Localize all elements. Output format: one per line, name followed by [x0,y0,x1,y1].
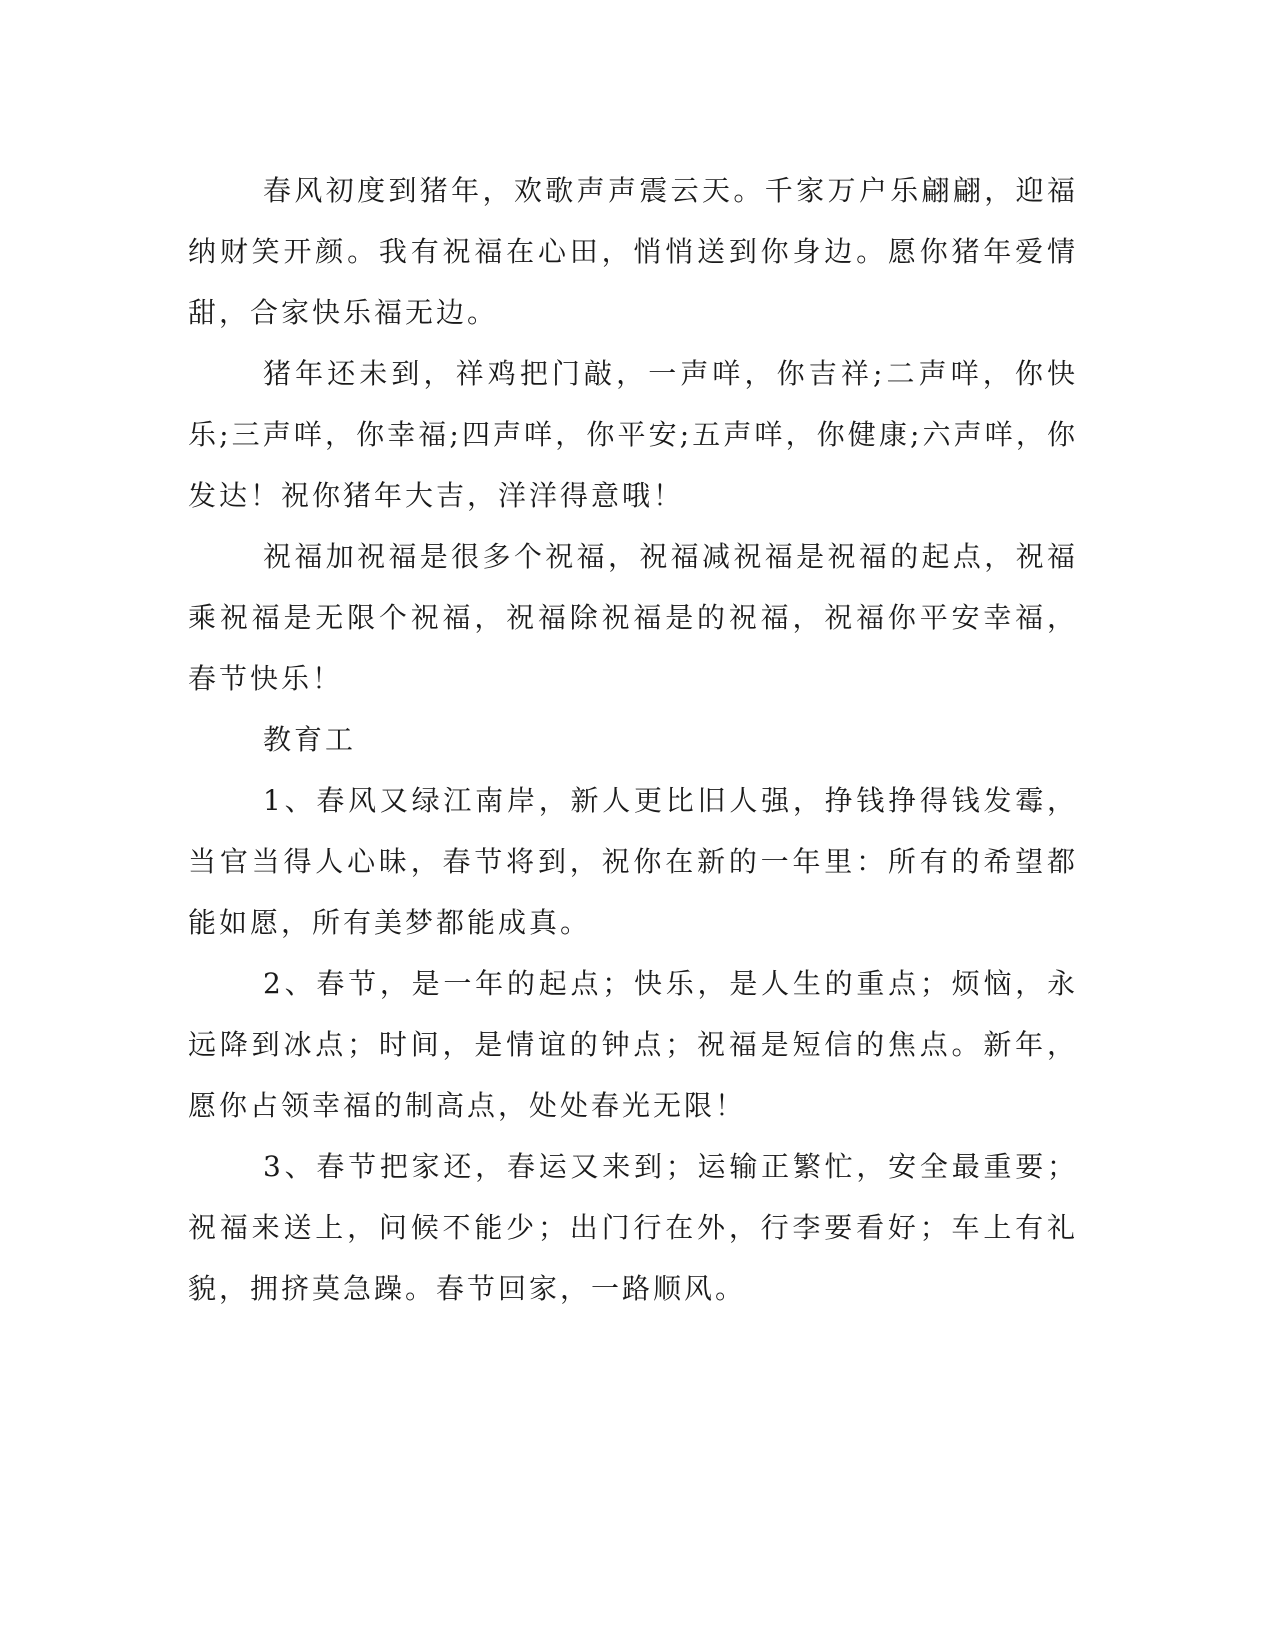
list-item-1: 1、春风又绿江南岸，新人更比旧人强，挣钱挣得钱发霉，当官当得人心昧，春节将到，祝你在新的一年里：所有的希望都能如愿，所有美梦都能成真。 [188,784,1078,939]
list-item-2: 2、春节，是一年的起点；快乐，是人生的重点；烦恼，永远降到冰点；时间，是情谊的钟点；祝福是短信的焦点。新年，愿你占领幸福的制高点，处处春光无限！ [188,967,1078,1122]
paragraph-greeting-pig-year: 猪年还未到，祥鸡把门敲，一声咩，你吉祥;二声咩，你快乐;三声咩，你幸福;四声咩，你平安;五声咩，你健康;六声咩，你发达！祝你猪年大吉，洋洋得意哦！ [188,357,1078,512]
paragraph-greeting-spring: 春风初度到猪年，欢歌声声震云天。千家万户乐翩翩，迎福纳财笑开颜。我有祝福在心田，悄悄送到你身边。愿你猪年爱情甜，合家快乐福无边。 [188,174,1078,329]
list-item-3: 3、春节把家还，春运又来到；运输正繁忙，安全最重要；祝福来送上，问候不能少；出门行在外，行李要看好；车上有礼貌，拥挤莫急躁。春节回家，一路顺风。 [188,1150,1078,1305]
document-body [188,160,1078,1319]
section-heading: 教育工 [263,723,357,756]
paragraph-greeting-blessings: 祝福加祝福是很多个祝福，祝福减祝福是祝福的起点，祝福乘祝福是无限个祝福，祝福除祝福是的祝福，祝福你平安幸福，春节快乐！ [188,540,1078,695]
